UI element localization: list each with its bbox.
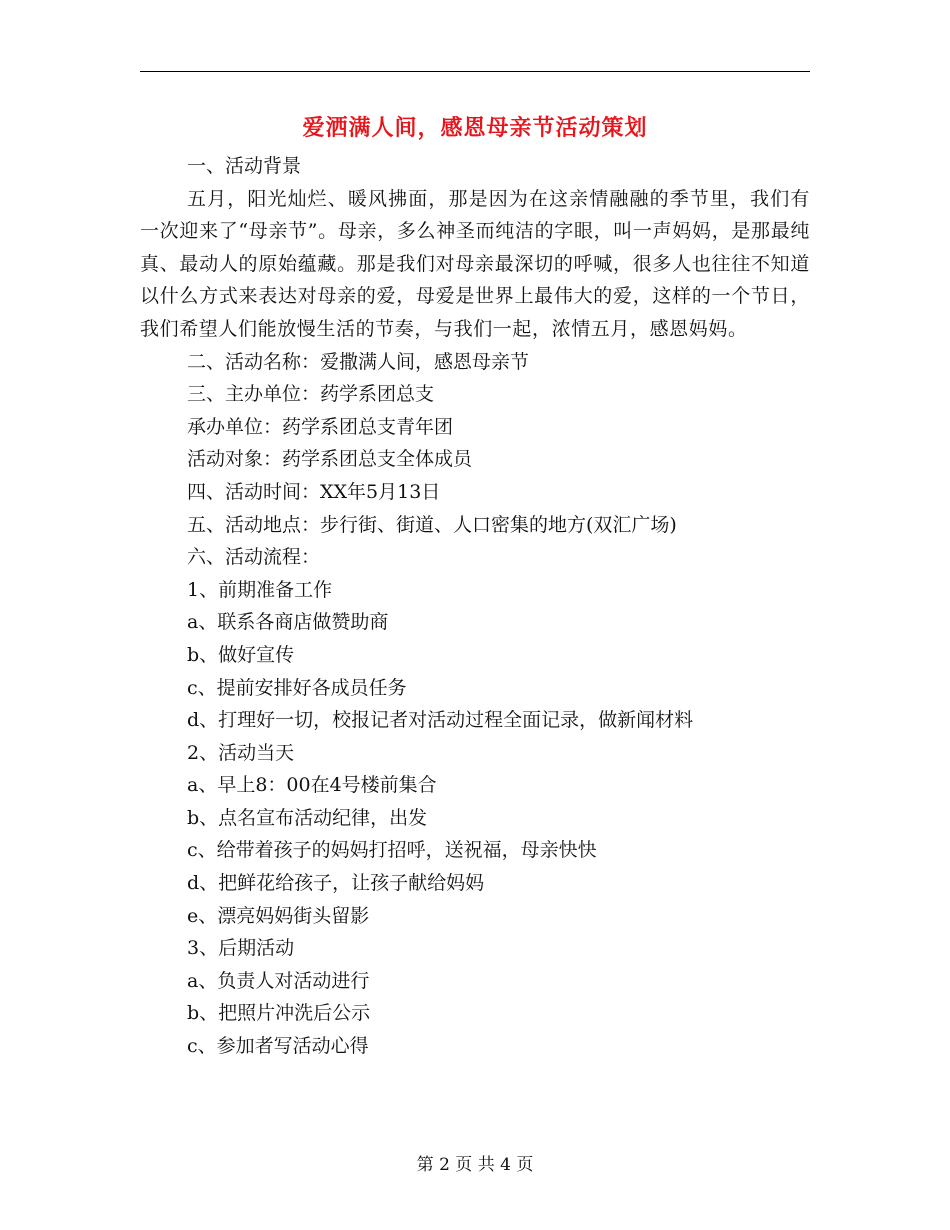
list-item: c、提前安排好各成员任务 <box>187 676 407 699</box>
list-item: 2、活动当天 <box>187 741 295 764</box>
list-item: b、做好宣传 <box>187 643 295 666</box>
list-item: d、打理好一切，校报记者对活动过程全面记录，做新闻材料 <box>187 709 694 732</box>
list-item: c、参加者写活动心得 <box>187 1035 369 1058</box>
document-body <box>140 150 810 1063</box>
co-organizer-line: 承办单位：药学系团总支青年团 <box>187 415 454 438</box>
background-paragraph: 五月，阳光灿烂、暖风拂面，那是因为在这亲情融融的季节里，我们有一次迎来了“母亲节”。母亲，多么神圣而纯洁的字眼，叫一声妈妈，是那最纯真、最动人的原始蕴藏。那是我们对母亲最深切的呼喊，很多人也往往不知道以什么方式来表达对母亲的爱，母爱是世界上最伟大的爱，这样的一个节日，我们希望人们能放慢生活的节奏，与我们一起，浓情五月，感恩妈妈。 <box>140 187 810 340</box>
page-number-footer: 第 2 页 共 4 页 <box>416 1155 534 1175</box>
list-item: 1、前期准备工作 <box>187 578 333 601</box>
header-rule <box>140 71 810 72</box>
list-item: d、把鲜花给孩子，让孩子献给妈妈 <box>187 872 485 895</box>
section-heading-background: 一、活动背景 <box>187 155 302 177</box>
list-item: e、漂亮妈妈街头留影 <box>187 904 370 927</box>
document-title: 爱洒满人间，感恩母亲节活动策划 <box>302 115 648 141</box>
list-item: c、给带着孩子的妈妈打招呼，送祝福，母亲快快 <box>187 839 597 862</box>
list-item: b、点名宣布活动纪律，出发 <box>187 806 428 829</box>
audience-line: 活动对象：药学系团总支全体成员 <box>187 448 473 471</box>
process-heading: 六、活动流程： <box>187 546 321 569</box>
list-item: a、联系各商店做赞助商 <box>187 611 389 634</box>
location-line: 五、活动地点：步行街、街道、人口密集的地方(双汇广场) <box>187 513 677 536</box>
list-item: 3、后期活动 <box>187 937 295 960</box>
list-item: a、早上8：00在4号楼前集合 <box>187 774 437 797</box>
organizer-line: 三、主办单位：药学系团总支 <box>187 383 435 406</box>
activity-name-line: 二、活动名称：爱撒满人间，感恩母亲节 <box>187 350 530 373</box>
list-item: a、负责人对活动进行 <box>187 969 370 992</box>
time-line: 四、活动时间：XX年5月13日 <box>187 480 441 503</box>
list-item: b、把照片冲洗后公示 <box>187 1002 371 1025</box>
